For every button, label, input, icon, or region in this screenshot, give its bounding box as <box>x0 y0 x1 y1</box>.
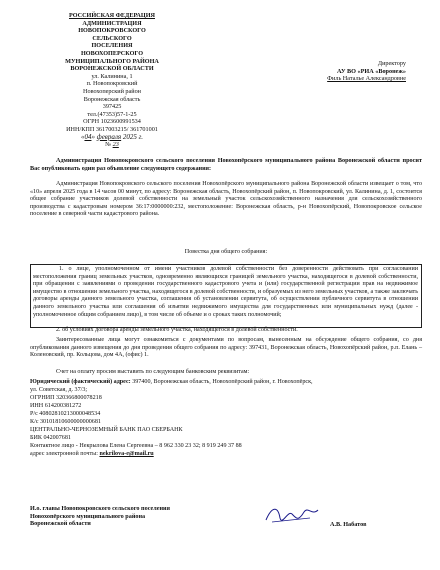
letterhead-line: МУНИЦИПАЛЬНОГО РАЙОНА <box>65 57 159 65</box>
letterhead-line: ВОРОНЕЖСКОЙ ОБЛАСТИ <box>70 65 154 73</box>
date-close-quote: » <box>91 132 95 141</box>
number-sign: № <box>105 141 112 149</box>
handwritten-signature <box>262 502 322 528</box>
letterhead-line: НОВОХОПЕРСКОГО <box>80 49 144 57</box>
agenda-title: Повестка дня общего собрания: <box>184 249 268 255</box>
email-label: адрес электронной почты: <box>30 451 100 457</box>
agenda-item-2: 2. об условиях договора аренды земельного участка, находящегося в долевой собственности. <box>56 327 298 333</box>
letterhead-zip: 397425 <box>102 103 122 111</box>
contact-email <box>30 451 422 459</box>
letterhead-line: НОВОПОКРОВСКОГО <box>78 27 146 35</box>
bank-account: Р/с 40802810213000048534 <box>30 411 101 417</box>
letterhead-number <box>42 141 182 149</box>
bank-address-label: Юридический (фактический) адрес: <box>30 379 131 385</box>
contact-person: Контактное лицо - Некрылова Елена Сергеевна – 8 962 330 23 32; 8 919 249 37 88 <box>30 443 242 449</box>
addressee-role: Директору <box>377 60 406 67</box>
email-link[interactable]: nekrilova-e@mail.ru <box>99 451 154 457</box>
signatory-title: Воронежской области <box>30 520 91 528</box>
letterhead <box>42 12 182 149</box>
letterhead-phone: тел.(47353)57-1-25 <box>87 110 137 118</box>
addressee-name: Филь Наталье Александровне <box>327 75 406 83</box>
addressee <box>256 60 406 83</box>
decorative-mark <box>104 181 105 182</box>
bank-inn: ИНН 614200381272 <box>30 403 82 409</box>
bank-ogrnip: ОГРНИП 320366800078218 <box>30 395 102 401</box>
bank-intro: Счет на оплату просим выставить по следующим банковским реквизитам: <box>56 369 250 375</box>
agenda-item-1: 1. о лице, уполномоченном от имени участников долевой собственности без доверенности действовать при согласовании местоположения границ земельных участков, одновременно являющихся границей земельного участка, находящегося в долевой собственности, при обращении с заявлениями о проведении государственного кадастрового учета и (или) государственной регистрации прав на недвижимое имущество в отношении земельного участка, находящегося в долевой собственности, и образуемых из него земельных участков, а также заключать договоры аренды данного земельного участка, соглашения об установлении сервитута, об осуществлении публичного сервитута в отношении данного земельного участка или соглашения об изъятии недвижимого имущества для государственных или муниципальных нужд (далее - уполномоченное общим собранием лицо), в том числе об объеме и о сроках таких полномочий; <box>33 266 418 318</box>
letterhead-inn-kpp: ИНН/КПП 3617003215/ 361701001 <box>66 125 158 133</box>
date-month: февраля <box>96 132 122 141</box>
letterhead-line: АДМИНИСТРАЦИЯ <box>82 19 142 27</box>
signatory-title: И.о. главы Новопокровского сельского поселения <box>30 505 170 512</box>
letterhead-address: Новохоперский район <box>83 87 141 95</box>
bank-address-street: ул. Советская, д. 37/3; <box>30 387 88 393</box>
letterhead-address: Воронежская область <box>83 95 141 103</box>
bank-bik: БИК 042007681 <box>30 435 71 441</box>
date-open-quote: « <box>80 132 85 141</box>
documents-paragraph: Заинтересованные лица могут ознакомиться с документами по вопросам, вынесенным на обсуждение общего собрания, со дня опубликования данного извещения до дня проведения общего собрания по адресу: 397431, Воронежская область, Новохопёрский район, р.п. Елань – Коленовский, пр. Кольцова, дом 4А, (офис) 1. <box>30 337 422 359</box>
signatory-block <box>30 505 230 528</box>
signatory-name: А.В. Набатов <box>330 521 367 528</box>
bank-address-value: 397400, Воронежская область, Новохопёрский район, г. Новохопёрск, <box>130 379 313 385</box>
signatory-title: Новохопёрского муниципального района <box>30 512 146 520</box>
letterhead-country: РОССИЙСКАЯ ФЕДЕРАЦИЯ <box>68 12 155 19</box>
letterhead-address: ул. Калинина, 1 <box>91 72 133 80</box>
number-value: 23 <box>112 141 119 149</box>
bank-corr-account: К/с 30101810600000000681 <box>30 419 101 425</box>
letterhead-line: ПОСЕЛЕНИЯ <box>91 42 133 50</box>
letter-title: Администрация Новопокровского сельского поселения Новохопёрского муниципального района Воронежской области просит Вас опубликовать один раз объявление следующего содержания: <box>30 157 422 172</box>
letterhead-date <box>42 134 182 142</box>
bank-address <box>30 379 422 387</box>
letterhead-line: СЕЛЬСКОГО <box>92 34 132 42</box>
addressee-org: АУ ВО «РИА «Воронеж» <box>337 67 406 75</box>
letterhead-address: п. Новопокровский <box>86 80 138 88</box>
bank-name: ЦЕНТРАЛЬНО-ЧЕРНОЗЕМНЫЙ БАНК ПАО СБЕРБАНК <box>30 427 183 433</box>
letterhead-ogrn: ОГРН 1023600991534 <box>83 118 141 126</box>
date-year: 2025 г. <box>122 132 144 141</box>
notice-paragraph: Администрация Новопокровского сельского поселения Новохопёрского муниципального района Воронежской области извещает о том, что «10» апреля 2025 года в 14 часов 00 минут, по адресу: Воронежская область, Новохопёрский район, п. Новопокровский, ул. Калинина, д. 1, состоится общее собрание участников долевой собственности на земельный участок сельскохозяйственного назначения для сельскохозяйственного производства с кадастровым номером 36:17:0000000:232, местоположение: Воронежская область, р-н Новохопёрский, Новопокровское сельское поселение в северной части кадастрового района. <box>30 181 422 218</box>
date-day: 04 <box>84 132 92 141</box>
